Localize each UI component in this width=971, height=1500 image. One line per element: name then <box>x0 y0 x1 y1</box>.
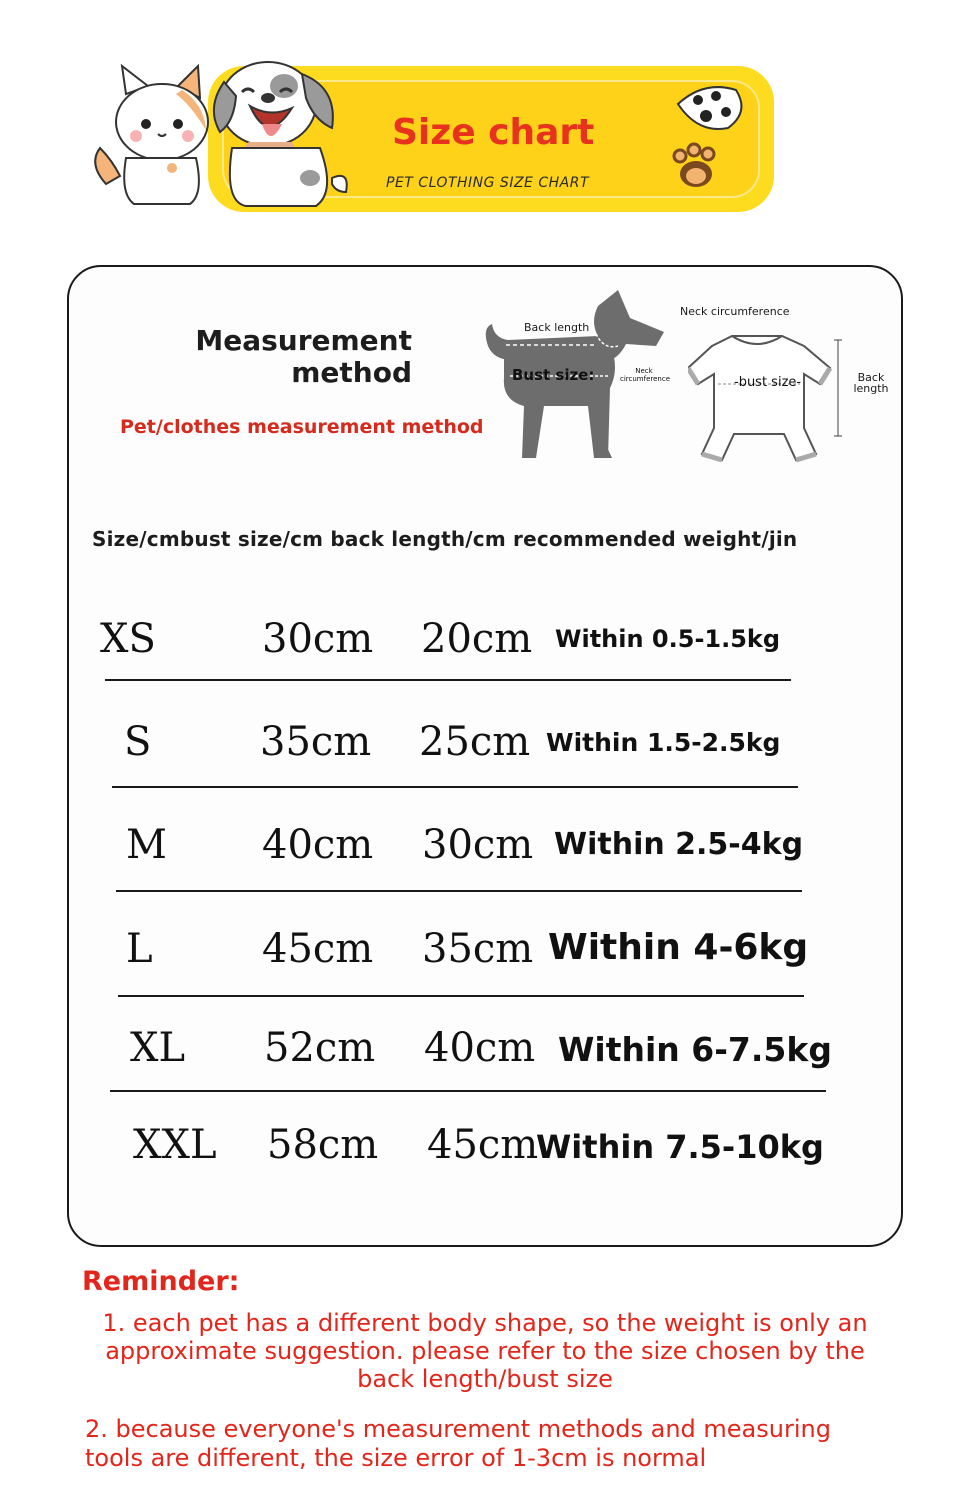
reminder-item-1-line1: 1. each pet has a different body shape, so the weight is only an <box>102 1309 868 1337</box>
dog-back-length-label: Back length <box>524 321 590 334</box>
row-s-bust: 35cm <box>260 719 372 765</box>
row-xs-bust: 30cm <box>262 616 374 662</box>
row-xl-size: XL <box>130 1025 186 1071</box>
row-m-back: 30cm <box>422 822 534 868</box>
reminder-item-1-line2: approximate suggestion. please refer to the size chosen by the <box>105 1337 865 1365</box>
measurement-title-line1: Measurement <box>195 324 412 357</box>
row-l-size: L <box>126 926 153 972</box>
row-xxl-back: 45cm <box>427 1122 539 1168</box>
row-xxl-bust: 58cm <box>267 1122 379 1168</box>
reminder-title: Reminder: <box>82 1266 240 1297</box>
row-xxl-weight: Within 7.5-10kg <box>536 1128 824 1166</box>
clothes-bust-label: -bust size- <box>734 375 802 390</box>
measurement-title <box>186 325 412 389</box>
reminder-item-1 <box>35 1309 935 1393</box>
row-xs-back: 20cm <box>421 616 533 662</box>
reminder-item-1-line3: back length/bust size <box>357 1365 613 1393</box>
clothes-back-length-label <box>850 372 892 394</box>
measurement-title-line2: method <box>291 356 412 389</box>
row-s-back: 25cm <box>419 719 531 765</box>
table-header: Size/cmbust size/cm back length/cm recommended weight/jin <box>92 527 798 551</box>
clothes-back-label-line1: Back <box>857 371 885 384</box>
dog-illustration <box>206 52 356 212</box>
reminder-item-2-line1: 2. because everyone's measurement methods and measuring <box>85 1415 831 1443</box>
row-m-bust: 40cm <box>262 822 374 868</box>
clothes-back-label-line2: length <box>853 382 889 395</box>
row-m-weight: Within 2.5-4kg <box>554 827 804 862</box>
dog-neck-label <box>620 367 671 383</box>
row-divider <box>118 995 804 997</box>
reminder-item-2 <box>85 1415 831 1473</box>
dog-bust-size-label: Bust size: <box>512 366 595 384</box>
row-divider <box>105 679 791 681</box>
measurement-subtitle: Pet/clothes measurement method <box>120 416 484 438</box>
row-s-weight: Within 1.5-2.5kg <box>546 728 781 757</box>
page-subtitle: PET CLOTHING SIZE CHART <box>386 175 589 191</box>
page-title: Size chart <box>392 112 595 153</box>
row-xs-size: XS <box>100 616 156 662</box>
row-l-bust: 45cm <box>262 926 374 972</box>
cat-illustration <box>86 64 216 212</box>
row-divider <box>116 890 802 892</box>
row-xs-weight: Within 0.5-1.5kg <box>555 625 781 653</box>
row-s-size: S <box>124 719 152 765</box>
paw-print-icon <box>664 76 754 196</box>
clothes-measurement-diagram <box>688 318 848 468</box>
row-m-size: M <box>126 822 167 868</box>
reminder-item-2-line2: tools are different, the size error of 1-3cm is normal <box>85 1444 707 1472</box>
row-xl-weight: Within 6-7.5kg <box>558 1030 832 1069</box>
clothes-neck-label: Neck circumference <box>680 305 790 318</box>
row-l-back: 35cm <box>422 926 534 972</box>
row-xl-bust: 52cm <box>264 1025 376 1071</box>
dog-neck-label-line2: circumference <box>620 375 671 383</box>
row-divider <box>110 1090 826 1092</box>
dog-neck-label-line1: Neck <box>635 367 653 375</box>
row-xl-back: 40cm <box>424 1025 536 1071</box>
row-divider <box>112 786 798 788</box>
row-l-weight: Within 4-6kg <box>548 927 809 968</box>
row-xxl-size: XXL <box>133 1122 217 1168</box>
